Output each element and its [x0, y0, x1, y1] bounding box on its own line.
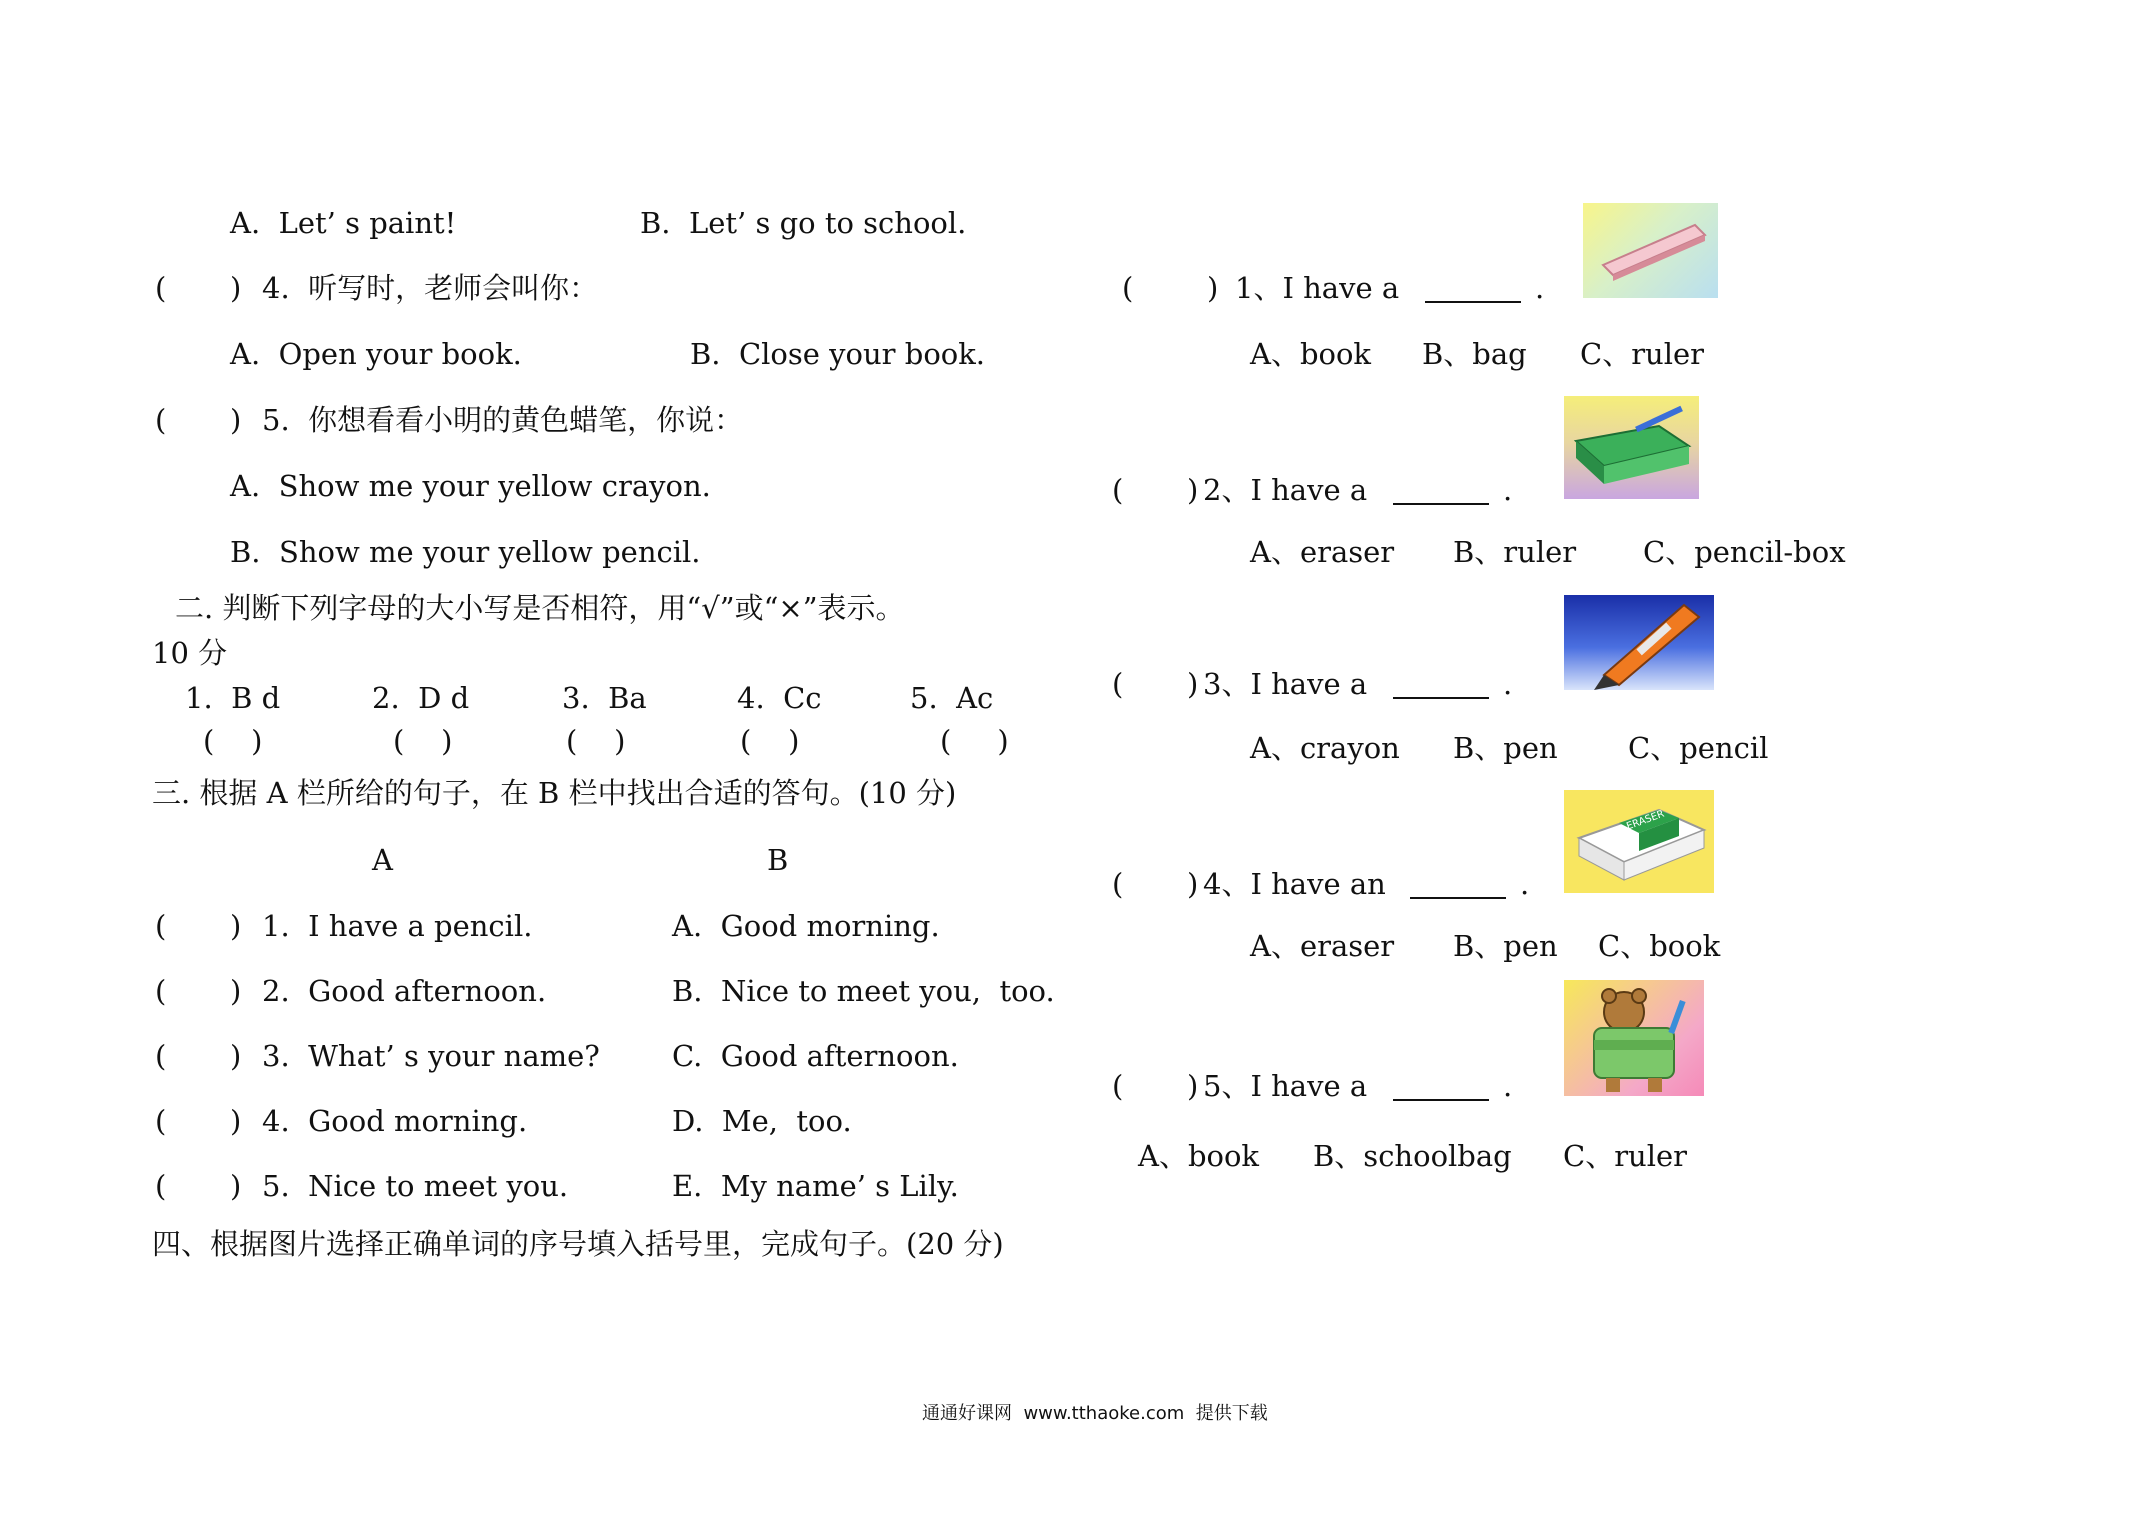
q5-paren-close: ) [230, 403, 242, 437]
match-paren-close: ) [230, 974, 242, 1008]
match-paren-close: ) [230, 909, 242, 943]
pic-q2-period: . [1503, 473, 1513, 507]
q4-paren-open: ( [155, 271, 167, 305]
letter-answer-2[interactable]: ( ) [393, 724, 453, 758]
column-a-header: A [372, 843, 393, 877]
q5-paren-open: ( [155, 403, 167, 437]
q4-question: 4. 听写时，老师会叫你： [262, 271, 599, 305]
eraser-icon [1564, 790, 1714, 893]
pic-q4-option-b: B、pen [1453, 929, 1558, 963]
pic-q1-option-b: B、bag [1422, 337, 1527, 371]
pic-q3-sentence: 3、I have a [1203, 667, 1368, 701]
match-a-item: 1. I have a pencil. [262, 909, 533, 943]
pic-q2-paren-open: ( [1112, 473, 1124, 507]
section4-title: 四、根据图片选择正确单词的序号填入括号里，完成句子。(20 分) [152, 1227, 1004, 1261]
pic-q3-blank[interactable] [1393, 671, 1489, 699]
letter-item-1: 1. B d [185, 681, 281, 715]
match-a-item: 5. Nice to meet you. [262, 1169, 569, 1203]
match-paren-open: ( [155, 909, 167, 943]
letter-item-5: 5. Ac [910, 681, 994, 715]
pic-q1-sentence: 1、I have a [1235, 271, 1400, 305]
match-b-item: D. Me, too. [672, 1104, 852, 1138]
pic-q5-blank[interactable] [1393, 1073, 1489, 1101]
pic-q3-option-c: C、pencil [1628, 731, 1769, 765]
pencil-box-image [1564, 396, 1699, 499]
match-a-item: 2. Good afternoon. [262, 974, 547, 1008]
pic-q1-paren-close: ) [1207, 271, 1219, 305]
eraser-brand-text: ERASER [1625, 808, 1666, 833]
pic-q1-period: . [1535, 271, 1545, 305]
pic-q5-period: . [1503, 1069, 1513, 1103]
letter-item-4: 4. Cc [737, 681, 822, 715]
schoolbag-image [1564, 980, 1704, 1096]
eraser-image [1564, 790, 1714, 893]
letter-answer-3[interactable]: ( ) [566, 724, 626, 758]
q3-option-a: A. Let’ s paint! [230, 206, 457, 240]
section3-title: 三. 根据 A 栏所给的句子，在 B 栏中找出合适的答句。(10 分) [152, 776, 957, 810]
ruler-icon [1583, 203, 1718, 298]
q4-option-b: B. Close your book. [690, 337, 986, 371]
column-b-header: B [767, 843, 789, 877]
letter-answer-4[interactable]: ( ) [740, 724, 800, 758]
pic-q4-blank[interactable] [1410, 871, 1506, 899]
pic-q4-option-c: C、book [1598, 929, 1721, 963]
match-b-item: A. Good morning. [672, 909, 940, 943]
footer-text: 通通好课网 www.tthaoke.com 提供下载 [922, 1403, 1268, 1424]
pic-q5-sentence: 5、I have a [1203, 1069, 1368, 1103]
pencil-box-icon [1564, 396, 1699, 499]
match-paren-close: ) [230, 1039, 242, 1073]
pic-q1-option-c: C、ruler [1580, 337, 1705, 371]
pic-q3-paren-close: ) [1187, 667, 1199, 701]
match-b-item: C. Good afternoon. [672, 1039, 959, 1073]
pic-q5-paren-open: ( [1112, 1069, 1124, 1103]
q5-option-b: B. Show me your yellow pencil. [230, 535, 701, 569]
pic-q2-option-c: C、pencil-box [1643, 535, 1846, 569]
match-paren-open: ( [155, 1039, 167, 1073]
pic-q3-option-b: B、pen [1453, 731, 1558, 765]
match-a-item: 3. What’ s your name? [262, 1039, 600, 1073]
letter-answer-5[interactable]: ( ) [940, 724, 1009, 758]
schoolbag-bear-icon [1564, 980, 1704, 1096]
letter-item-2: 2. D d [372, 681, 470, 715]
pic-q4-paren-close: ) [1187, 867, 1199, 901]
pic-q4-paren-open: ( [1112, 867, 1124, 901]
pic-q5-option-b: B、schoolbag [1313, 1139, 1512, 1173]
q4-option-a: A. Open your book. [230, 337, 522, 371]
pic-q3-paren-open: ( [1112, 667, 1124, 701]
pic-q5-option-c: C、ruler [1563, 1139, 1688, 1173]
pic-q3-period: . [1503, 667, 1513, 701]
section2-title: 二. 判断下列字母的大小写是否相符，用“√”或“×”表示。 [175, 591, 905, 625]
pic-q4-option-a: A、eraser [1250, 929, 1395, 963]
pic-q2-paren-close: ) [1187, 473, 1199, 507]
match-b-item: E. My name’ s Lily. [672, 1169, 959, 1203]
pen-image [1564, 595, 1714, 690]
pic-q1-option-a: A、book [1250, 337, 1371, 371]
match-paren-open: ( [155, 1169, 167, 1203]
letter-item-3: 3. Ba [562, 681, 647, 715]
pic-q5-option-a: A、book [1138, 1139, 1259, 1173]
pic-q1-blank[interactable] [1425, 275, 1521, 303]
match-a-item: 4. Good morning. [262, 1104, 528, 1138]
q5-question: 5. 你想看看小明的黄色蜡笔，你说： [262, 403, 744, 437]
match-b-item: B. Nice to meet you, too. [672, 974, 1055, 1008]
pic-q1-paren-open: ( [1122, 271, 1134, 305]
pic-q2-sentence: 2、I have a [1203, 473, 1368, 507]
q3-option-b: B. Let’ s go to school. [640, 206, 967, 240]
letter-answer-1[interactable]: ( ) [203, 724, 263, 758]
pic-q2-option-a: A、eraser [1250, 535, 1395, 569]
section2-score: 10 分 [152, 636, 228, 670]
match-paren-open: ( [155, 1104, 167, 1138]
pic-q2-option-b: B、ruler [1453, 535, 1577, 569]
ruler-image [1583, 203, 1718, 298]
match-paren-close: ) [230, 1104, 242, 1138]
pic-q2-blank[interactable] [1393, 477, 1489, 505]
pic-q5-paren-close: ) [1187, 1069, 1199, 1103]
pen-icon [1564, 595, 1714, 690]
match-paren-open: ( [155, 974, 167, 1008]
match-paren-close: ) [230, 1169, 242, 1203]
pic-q3-option-a: A、crayon [1250, 731, 1400, 765]
q4-paren-close: ) [230, 271, 242, 305]
q5-option-a: A. Show me your yellow crayon. [230, 469, 711, 503]
pic-q4-sentence: 4、I have an [1203, 867, 1386, 901]
pic-q4-period: . [1520, 867, 1530, 901]
